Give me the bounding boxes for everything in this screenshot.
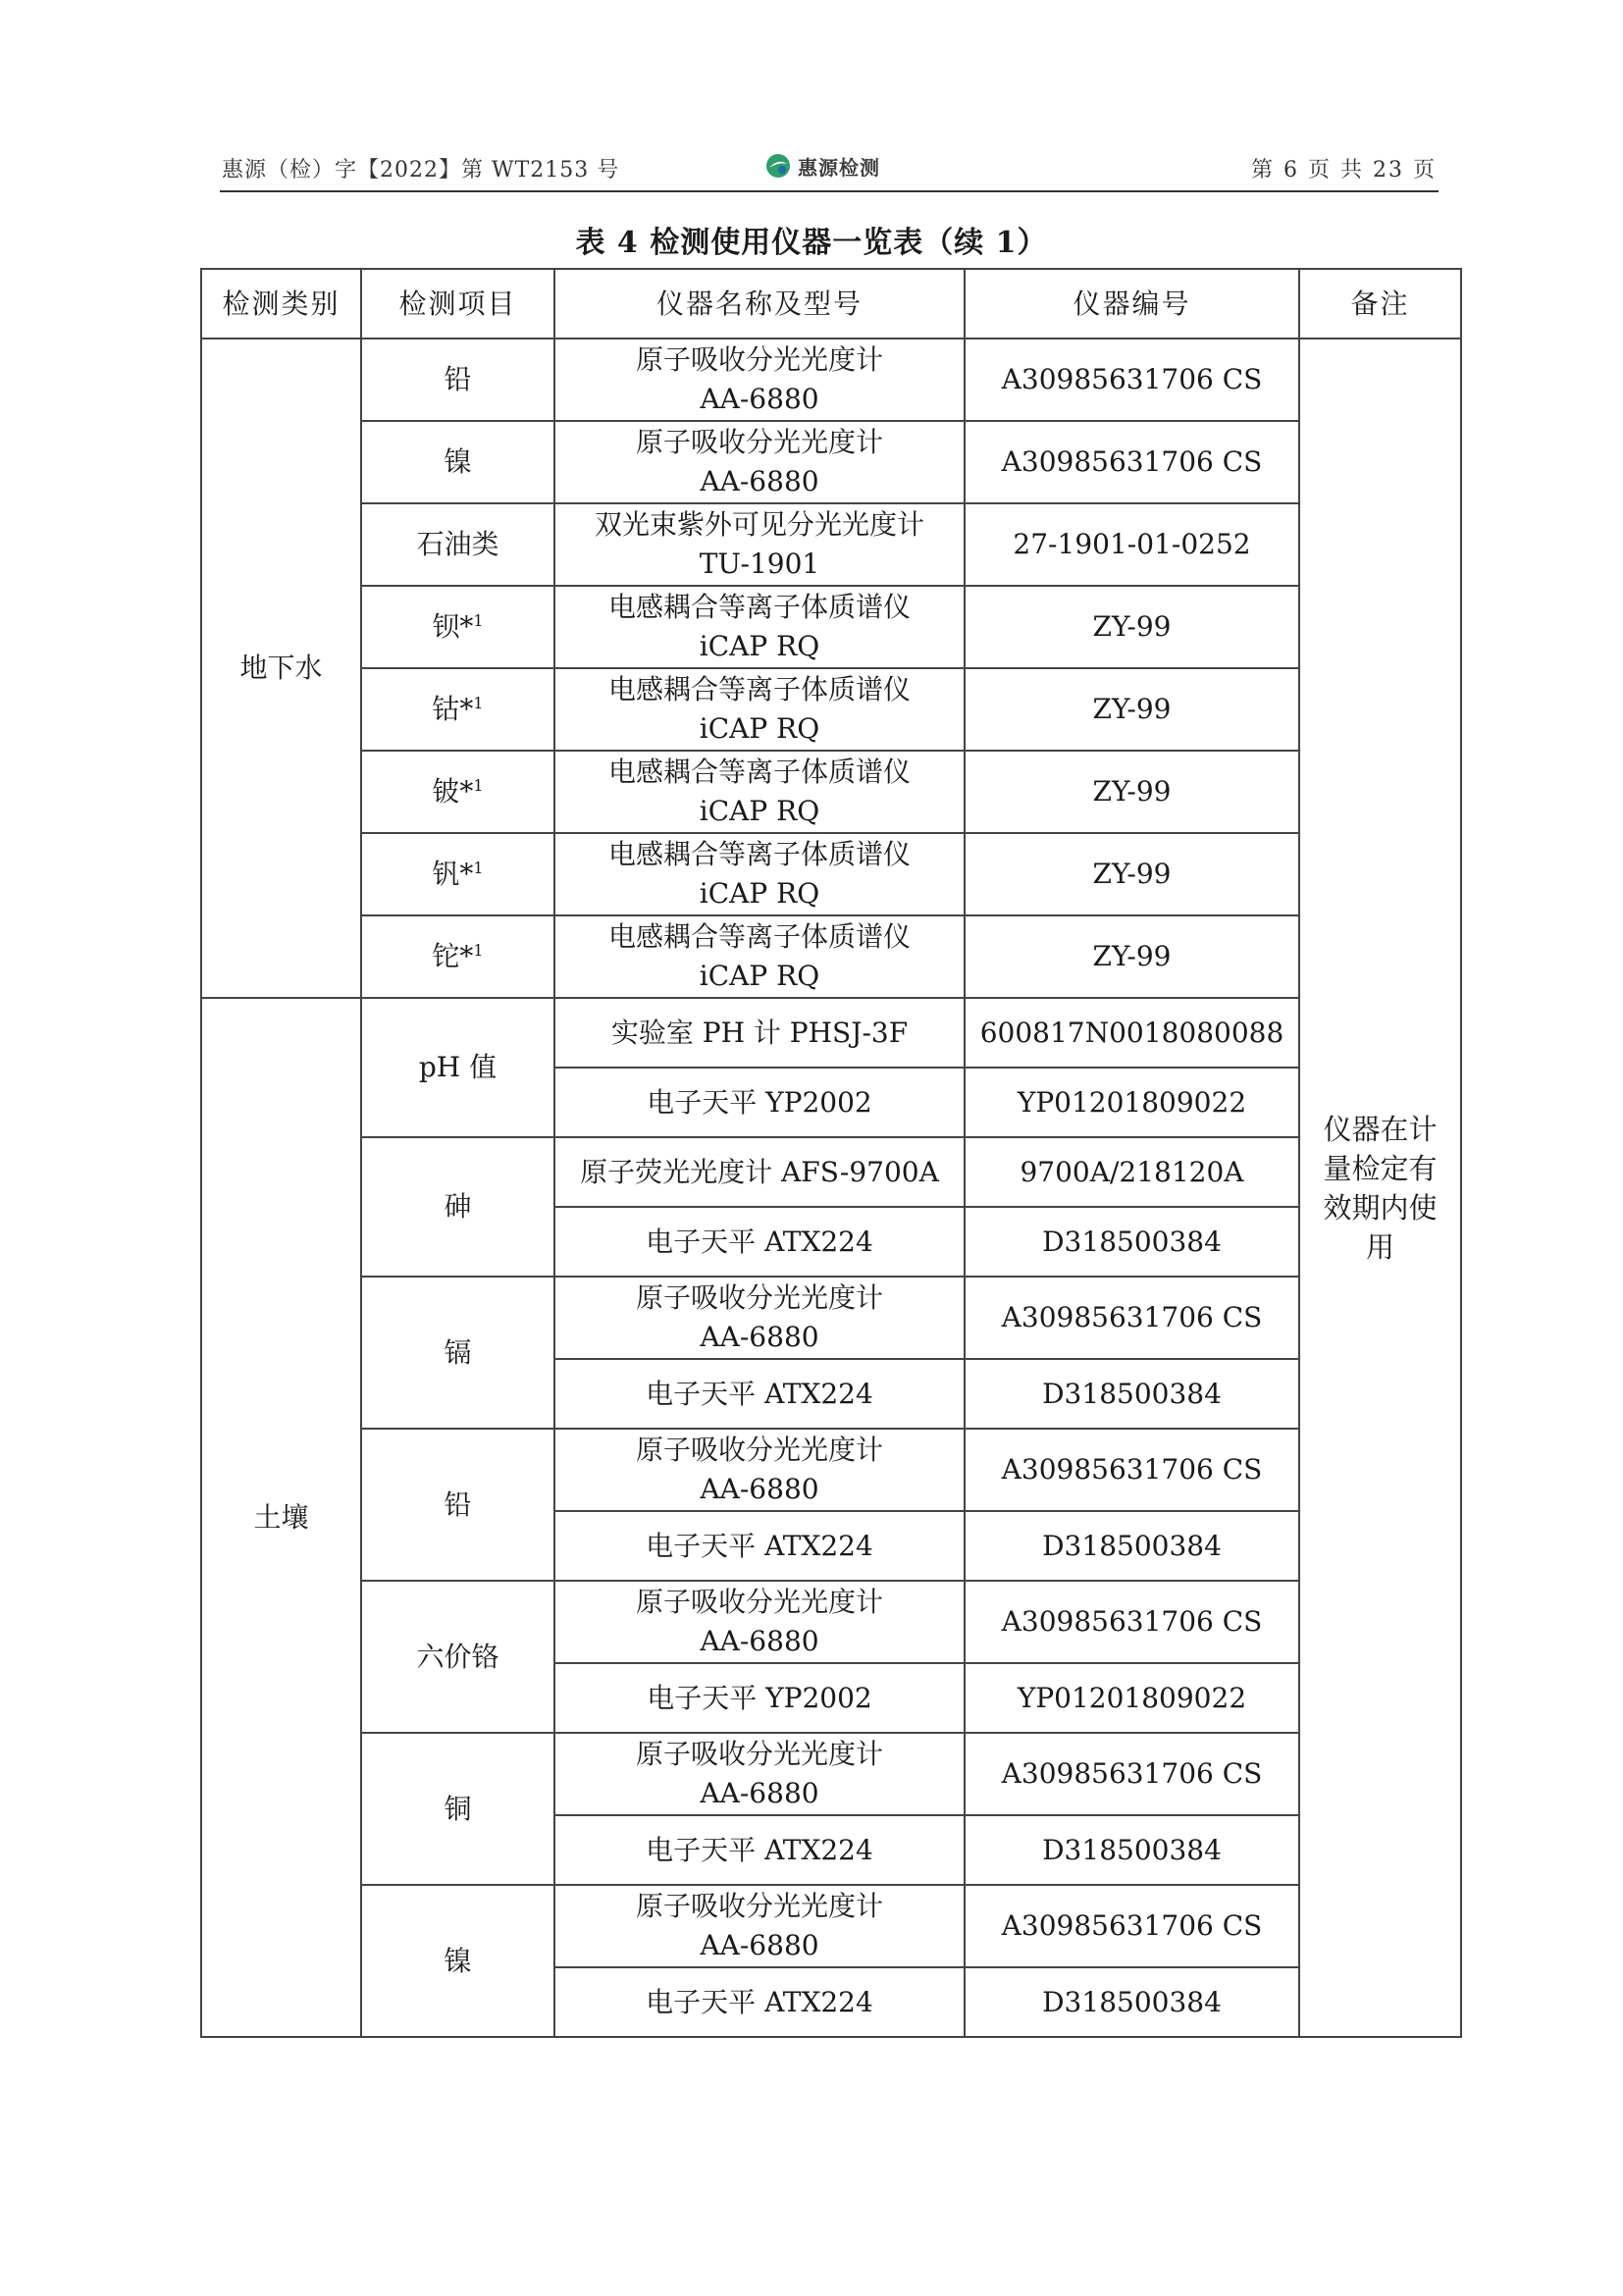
footnote-mark: 1 [473, 694, 484, 713]
instrument-code: A30985631706 CS [965, 1581, 1299, 1663]
category-cell: 地下水 [201, 339, 361, 998]
instrument-cell [554, 339, 965, 421]
instrument-code: D318500384 [965, 1359, 1299, 1429]
footnote-mark: 1 [473, 941, 484, 961]
item-label: 铍* [432, 775, 474, 809]
instrument-model: AA-6880 [700, 1473, 819, 1505]
table-row [201, 421, 1461, 503]
table-row [201, 833, 1461, 915]
item-label: 钴* [432, 693, 474, 726]
instrument-cell [554, 1581, 965, 1663]
table-header-row [201, 269, 1461, 339]
instrument-model: iCAP RQ [699, 712, 820, 745]
instrument-code: 9700A/218120A [965, 1137, 1299, 1207]
instrument-code: YP01201809022 [965, 1068, 1299, 1137]
instrument-name: 双光束紫外可见分光光度计 [594, 508, 924, 541]
instrument-cell [554, 751, 965, 833]
col-header: 仪器名称及型号 [554, 269, 965, 339]
instrument-model: AA-6880 [700, 383, 819, 415]
instrument-name: 电子天平 ATX224 [646, 1985, 873, 2018]
instrument-code: A30985631706 CS [965, 339, 1299, 421]
instrument-code: 27-1901-01-0252 [965, 503, 1299, 586]
instrument-name: 电感耦合等离子体质谱仪 [607, 756, 911, 788]
instrument-cell [554, 1137, 965, 1207]
instrument-name: 电感耦合等离子体质谱仪 [607, 591, 911, 623]
item-cell [361, 503, 554, 586]
table-row [201, 998, 1461, 1068]
instrument-code: ZY-99 [965, 915, 1299, 998]
table-row [201, 1429, 1461, 1511]
instrument-name: 电子天平 ATX224 [646, 1833, 873, 1866]
table-row [201, 1885, 1461, 1967]
instrument-name: 电子天平 ATX224 [646, 1377, 873, 1410]
remarks-cell: 仪器在计量检定有效期内使用 [1299, 339, 1461, 2037]
instrument-table [200, 268, 1462, 2038]
instrument-name: 原子荧光光度计 AFS-9700A [580, 1155, 939, 1188]
instrument-code: D318500384 [965, 1207, 1299, 1277]
instrument-model: AA-6880 [700, 1625, 819, 1657]
instrument-cell [554, 1429, 965, 1511]
item-cell: 砷 [361, 1137, 554, 1277]
instrument-cell [554, 1511, 965, 1581]
instrument-cell [554, 668, 965, 751]
instrument-cell [554, 998, 965, 1068]
instrument-model: TU-1901 [699, 548, 820, 580]
instrument-name: 原子吸收分光光度计 [635, 426, 883, 458]
page-header [220, 149, 1439, 192]
item-cell [361, 339, 554, 421]
instrument-cell [554, 1068, 965, 1137]
item-label: 钒* [432, 858, 474, 891]
item-cell [361, 421, 554, 503]
instrument-cell [554, 1967, 965, 2037]
instrument-code: D318500384 [965, 1967, 1299, 2037]
instrument-cell [554, 1733, 965, 1815]
instrument-model: AA-6880 [700, 1321, 819, 1353]
instrument-model: iCAP RQ [699, 960, 820, 992]
table-row [201, 915, 1461, 998]
item-cell [361, 586, 554, 668]
instrument-code: A30985631706 CS [965, 1733, 1299, 1815]
item-cell: pH 值 [361, 998, 554, 1137]
col-header: 检测项目 [361, 269, 554, 339]
instrument-name: 原子吸收分光光度计 [635, 1890, 883, 1922]
table-title: 表 4 检测使用仪器一览表（续 1） [575, 226, 1048, 260]
logo-text: 惠源检测 [798, 155, 880, 180]
item-cell [361, 668, 554, 751]
instrument-name: 电子天平 ATX224 [646, 1225, 873, 1258]
item-label: 钡* [432, 610, 474, 644]
instrument-cell [554, 1359, 965, 1429]
instrument-cell [554, 915, 965, 998]
col-header: 备注 [1299, 269, 1461, 339]
item-cell: 六价铬 [361, 1581, 554, 1733]
instrument-code: D318500384 [965, 1815, 1299, 1885]
instrument-name: 原子吸收分光光度计 [635, 1281, 883, 1314]
logo-icon [764, 152, 792, 180]
instrument-model: AA-6880 [700, 1929, 819, 1961]
instrument-model: AA-6880 [700, 465, 819, 497]
instrument-name: 电子天平 ATX224 [646, 1529, 873, 1562]
item-cell: 镍 [361, 1885, 554, 2037]
item-label: 石油类 [416, 528, 499, 561]
item-cell [361, 915, 554, 998]
item-cell: 铜 [361, 1733, 554, 1885]
instrument-name: 电感耦合等离子体质谱仪 [607, 920, 911, 953]
instrument-code: ZY-99 [965, 586, 1299, 668]
instrument-name: 电子天平 YP2002 [647, 1085, 872, 1119]
table-row [201, 586, 1461, 668]
instrument-name: 电感耦合等离子体质谱仪 [607, 838, 911, 870]
table-row [201, 668, 1461, 751]
footnote-mark: 1 [473, 859, 484, 878]
report-number: 惠源（检）字【2022】第 WT2153 号 [222, 158, 620, 183]
instrument-cell [554, 833, 965, 915]
instrument-code: YP01201809022 [965, 1663, 1299, 1733]
table-row [201, 1581, 1461, 1663]
instrument-cell [554, 503, 965, 586]
table-row [201, 503, 1461, 586]
item-cell [361, 833, 554, 915]
instrument-name: 原子吸收分光光度计 [635, 1586, 883, 1618]
instrument-code: A30985631706 CS [965, 1885, 1299, 1967]
footnote-mark: 1 [473, 611, 484, 631]
col-header: 检测类别 [201, 269, 361, 339]
instrument-name: 原子吸收分光光度计 [635, 1738, 883, 1770]
table-row [201, 1137, 1461, 1207]
instrument-code: ZY-99 [965, 833, 1299, 915]
instrument-code: A30985631706 CS [965, 421, 1299, 503]
instrument-code: ZY-99 [965, 751, 1299, 833]
table-row [201, 339, 1461, 421]
instrument-model: iCAP RQ [699, 877, 820, 910]
instrument-model: iCAP RQ [699, 795, 820, 827]
table-row [201, 1277, 1461, 1359]
item-cell [361, 751, 554, 833]
table-row [201, 751, 1461, 833]
company-logo [764, 151, 880, 181]
instrument-cell [554, 421, 965, 503]
instrument-code: 600817N0018080088 [965, 998, 1299, 1068]
item-cell: 铅 [361, 1429, 554, 1581]
instrument-name: 电感耦合等离子体质谱仪 [607, 673, 911, 705]
item-label: 铊* [432, 940, 474, 973]
item-label: 镍 [444, 445, 472, 479]
instrument-code: D318500384 [965, 1511, 1299, 1581]
footnote-mark: 1 [473, 776, 484, 796]
table-row [201, 1733, 1461, 1815]
instrument-cell [554, 1815, 965, 1885]
page-number: 第 6 页 共 23 页 [1251, 158, 1437, 183]
instrument-cell [554, 1663, 965, 1733]
instrument-name: 电子天平 YP2002 [647, 1681, 872, 1714]
instrument-cell [554, 1277, 965, 1359]
item-label: 铅 [444, 363, 472, 396]
instrument-model: iCAP RQ [699, 630, 820, 662]
instrument-name: 原子吸收分光光度计 [635, 1434, 883, 1466]
instrument-model: AA-6880 [700, 1777, 819, 1809]
instrument-name: 实验室 PH 计 PHSJ-3F [610, 1016, 909, 1049]
instrument-cell [554, 1885, 965, 1967]
col-header: 仪器编号 [965, 269, 1299, 339]
instrument-code: A30985631706 CS [965, 1429, 1299, 1511]
item-cell: 镉 [361, 1277, 554, 1429]
instrument-code: ZY-99 [965, 668, 1299, 751]
instrument-cell [554, 586, 965, 668]
instrument-cell [554, 1207, 965, 1277]
category-cell: 土壤 [201, 998, 361, 2037]
instrument-name: 原子吸收分光光度计 [635, 343, 883, 376]
instrument-code: A30985631706 CS [965, 1277, 1299, 1359]
